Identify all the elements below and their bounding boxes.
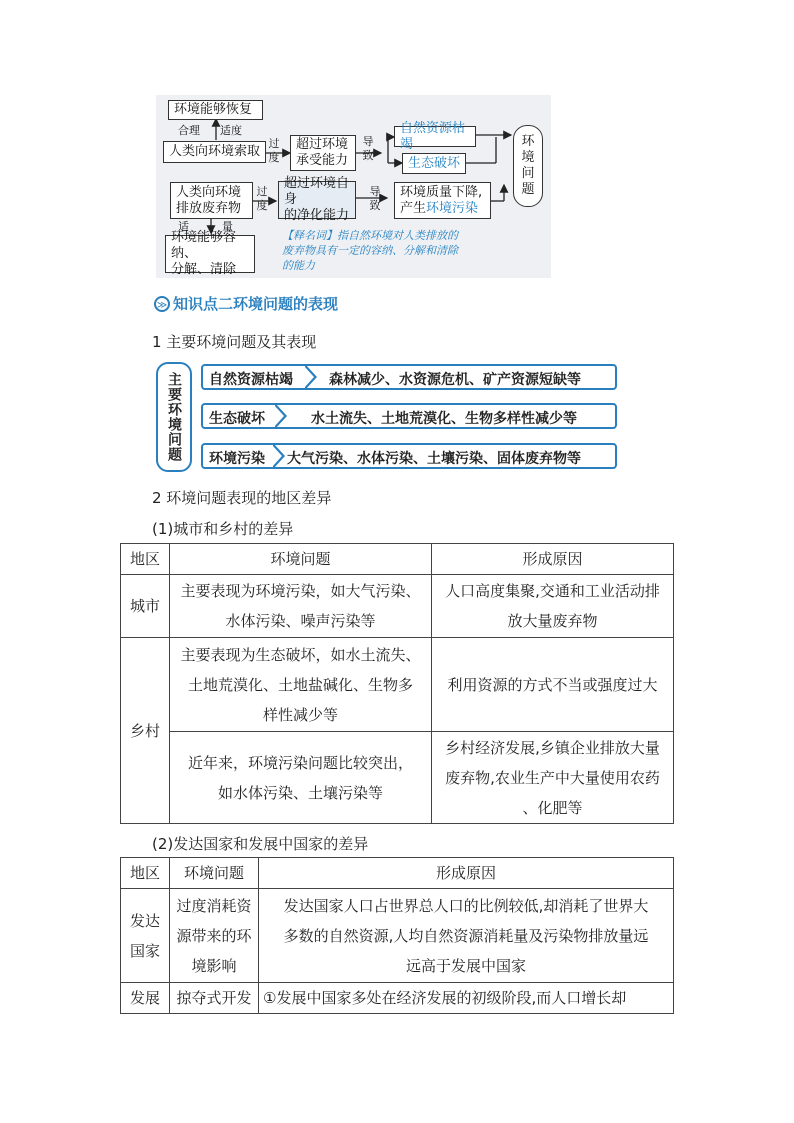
row-resource-depletion-key: 自然资源枯竭 <box>209 372 293 388</box>
env-problem-char-1: 环 <box>521 134 535 149</box>
box-env-quality <box>394 182 491 219</box>
row-sep-arrow-inner <box>304 366 314 388</box>
row-sep-arrow-inner <box>272 445 282 467</box>
label-excess-1-a: 过 <box>268 137 280 150</box>
table2-developed-problem-line3: 境影响 <box>191 956 237 975</box>
box-human-demand <box>163 141 266 163</box>
table2-developed-cause-line3: 远高于发展中国家 <box>405 956 526 975</box>
box-env-quality-pollution: 环境污染 <box>426 200 479 216</box>
main-problems-diagram <box>156 358 621 476</box>
table1-rural-problem-1-line1: 主要表现为生态破坏，如水土流失、 <box>180 645 421 664</box>
table1-rural-cause-2-line3: 、化肥等 <box>522 798 583 817</box>
table2-developing: 发展 <box>121 983 170 1014</box>
row-env-pollution <box>201 443 617 469</box>
table1-city-problem <box>170 575 432 638</box>
label-moderate: 适度 <box>220 124 242 137</box>
row-eco-damage-key: 生态破坏 <box>209 411 265 427</box>
box-resource-depletion <box>394 120 476 152</box>
definition-note-line2: 废弃物具有一定的容纳、分解和清除 <box>282 244 458 257</box>
table-row <box>121 732 674 824</box>
box-env-problem <box>513 125 543 207</box>
row-eco-damage-val: 水土流失、土地荒漠化、生物多样性减少等 <box>311 411 577 427</box>
table1-rural-problem-1-line2: 土地荒漠化、土地盐碱化、生物多 <box>187 675 413 694</box>
section-title-text: 知识点二环境问题的表现 <box>173 295 339 313</box>
table-row <box>121 889 674 983</box>
table1-rural-problem-2 <box>170 732 432 824</box>
box-env-absorb-line1: 环境能够容纳、 <box>171 230 237 261</box>
main-problems-head-text: 主要环境问题 <box>166 372 182 462</box>
table1-header-cause: 形成原因 <box>432 544 674 575</box>
heading-regional-diff: 2 环境问题表现的地区差异 <box>152 489 332 507</box>
table-developed-developing <box>120 857 674 1014</box>
box-env-recover-text: 环境能够恢复 <box>174 102 253 117</box>
table1-rural-problem-1-line3: 样性减少等 <box>262 705 338 724</box>
label-reasonable: 合理 <box>178 124 200 137</box>
table1-city-problem-line2: 水体污染、噪声污染等 <box>225 612 376 630</box>
definition-note-line1: 【释名词】指自然环境对人类排放的 <box>282 229 458 242</box>
table1-header-problem: 环境问题 <box>170 544 432 575</box>
table2-developed-line2: 国家 <box>129 941 160 960</box>
table1-city-problem-line1: 主要表现为环境污染，如大气污染、 <box>180 582 421 600</box>
double-chevron-icon: ≫ <box>154 296 170 312</box>
label-moderate-amount-a: 适 <box>178 220 189 233</box>
table1-rural-cause-2-line2: 废弃物,农业生产中大量使用农药 <box>445 768 660 787</box>
table2-developed-cause <box>259 889 674 983</box>
env-problem-char-2: 境 <box>521 150 535 165</box>
table2-developed-problem-line1: 过度消耗资 <box>176 896 252 915</box>
box-resource-depletion-text: 自然资源枯竭 <box>400 120 466 152</box>
label-excess-1 <box>268 137 280 165</box>
env-problem-char-3: 问 <box>521 166 535 181</box>
table2-developing-cause: ①发展中国家多处在经济发展的初级阶段,而人口增长却 <box>259 983 674 1014</box>
label-lead-1-b: 致 <box>362 149 374 162</box>
definition-note-line3: 的能力 <box>282 259 315 272</box>
box-eco-damage <box>402 153 466 174</box>
table2-developed-cause-line1: 发达国家人口占世界总人口的比例较低,却消耗了世界大 <box>283 896 649 915</box>
box-human-discharge-line2: 排放废弃物 <box>176 200 242 216</box>
row-env-pollution-key: 环境污染 <box>209 451 265 467</box>
definition-note <box>282 228 458 273</box>
row-eco-damage <box>201 403 617 429</box>
box-env-quality-line2 <box>400 201 485 217</box>
table2-developed-problem <box>170 889 259 983</box>
box-exceed-capacity-line1: 超过环境 <box>296 137 349 152</box>
main-problems-head <box>156 362 192 472</box>
table1-rural-cause-1: 利用资源的方式不当或强度过大 <box>432 638 674 732</box>
label-excess-2 <box>256 185 268 213</box>
table-row <box>121 983 674 1014</box>
table2-developed <box>121 889 170 983</box>
table-row <box>121 638 674 732</box>
box-exceed-capacity-line2: 承受能力 <box>296 153 349 168</box>
label-moderate-amount-b: 量 <box>222 220 233 233</box>
heading-main-problems: 1 主要环境问题及其表现 <box>152 333 317 351</box>
table1-rural-problem-2-line1: 近年来，环境污染问题比较突出， <box>187 753 413 772</box>
table-city-rural <box>120 543 674 824</box>
box-env-absorb <box>165 230 255 277</box>
section-title <box>154 293 338 314</box>
env-problem-flow-diagram <box>156 95 551 278</box>
box-exceed-purify-line2: 的净化能力 <box>284 208 350 223</box>
box-eco-damage-text: 生态破坏 <box>408 155 461 171</box>
box-env-quality-line1: 环境质量下降, <box>400 184 483 200</box>
table1-city: 城市 <box>121 575 170 638</box>
row-resource-depletion <box>201 364 617 390</box>
box-env-absorb-line2: 分解、清除 <box>171 262 237 277</box>
table1-city-cause <box>432 575 674 638</box>
label-lead-1-a: 导 <box>362 135 374 148</box>
table1-city-cause-line2: 放大量废弃物 <box>507 612 598 630</box>
table2-header-region: 地区 <box>121 858 170 889</box>
table1-rural: 乡村 <box>121 638 170 824</box>
box-human-discharge <box>170 182 253 219</box>
box-human-discharge-line1: 人类向环境 <box>176 184 242 200</box>
env-problem-char-4: 题 <box>521 182 535 197</box>
table1-rural-problem-2-line2: 如水体污染、土壤污染等 <box>217 783 383 802</box>
label-lead-2 <box>369 185 381 213</box>
box-env-quality-produce: 产生 <box>400 200 427 216</box>
box-env-recover <box>168 100 263 120</box>
box-exceed-purify-line1: 超过环境自身 <box>284 176 350 207</box>
table-row <box>121 575 674 638</box>
row-resource-depletion-val: 森林减少、水资源危机、矿产资源短缺等 <box>329 372 581 388</box>
table2-header-cause: 形成原因 <box>259 858 674 889</box>
table2-header-problem: 环境问题 <box>170 858 259 889</box>
label-excess-2-a: 过 <box>256 185 268 198</box>
heading-developed-developing: (2)发达国家和发展中国家的差异 <box>152 835 369 853</box>
label-lead-1 <box>362 135 374 163</box>
label-lead-2-a: 导 <box>369 185 381 198</box>
heading-city-rural: (1)城市和乡村的差异 <box>152 520 294 538</box>
label-excess-1-b: 度 <box>268 151 280 164</box>
table1-rural-problem-1 <box>170 638 432 732</box>
table1-city-cause-line1: 人口高度集聚,交通和工业活动排 <box>445 582 660 600</box>
table2-developed-cause-line2: 多数的自然资源,人均自然资源消耗量及污染物排放量远 <box>283 926 649 945</box>
table1-rural-cause-2-line1: 乡村经济发展,乡镇企业排放大量 <box>445 738 660 757</box>
row-sep-arrow-inner <box>274 405 284 427</box>
row-env-pollution-val: 大气污染、水体污染、土壤污染、固体废弃物等 <box>287 451 581 467</box>
box-exceed-purify <box>278 176 356 223</box>
label-lead-2-b: 致 <box>369 199 381 212</box>
table2-developed-problem-line2: 源带来的环 <box>176 926 252 945</box>
table2-developed-line1: 发达 <box>129 911 160 930</box>
box-exceed-capacity <box>290 135 356 171</box>
label-excess-2-b: 度 <box>256 199 268 212</box>
table1-header-region: 地区 <box>121 544 170 575</box>
box-human-demand-text: 人类向环境索取 <box>169 144 261 159</box>
table2-developing-problem: 掠夺式开发 <box>170 983 259 1014</box>
table1-rural-cause-2 <box>432 732 674 824</box>
